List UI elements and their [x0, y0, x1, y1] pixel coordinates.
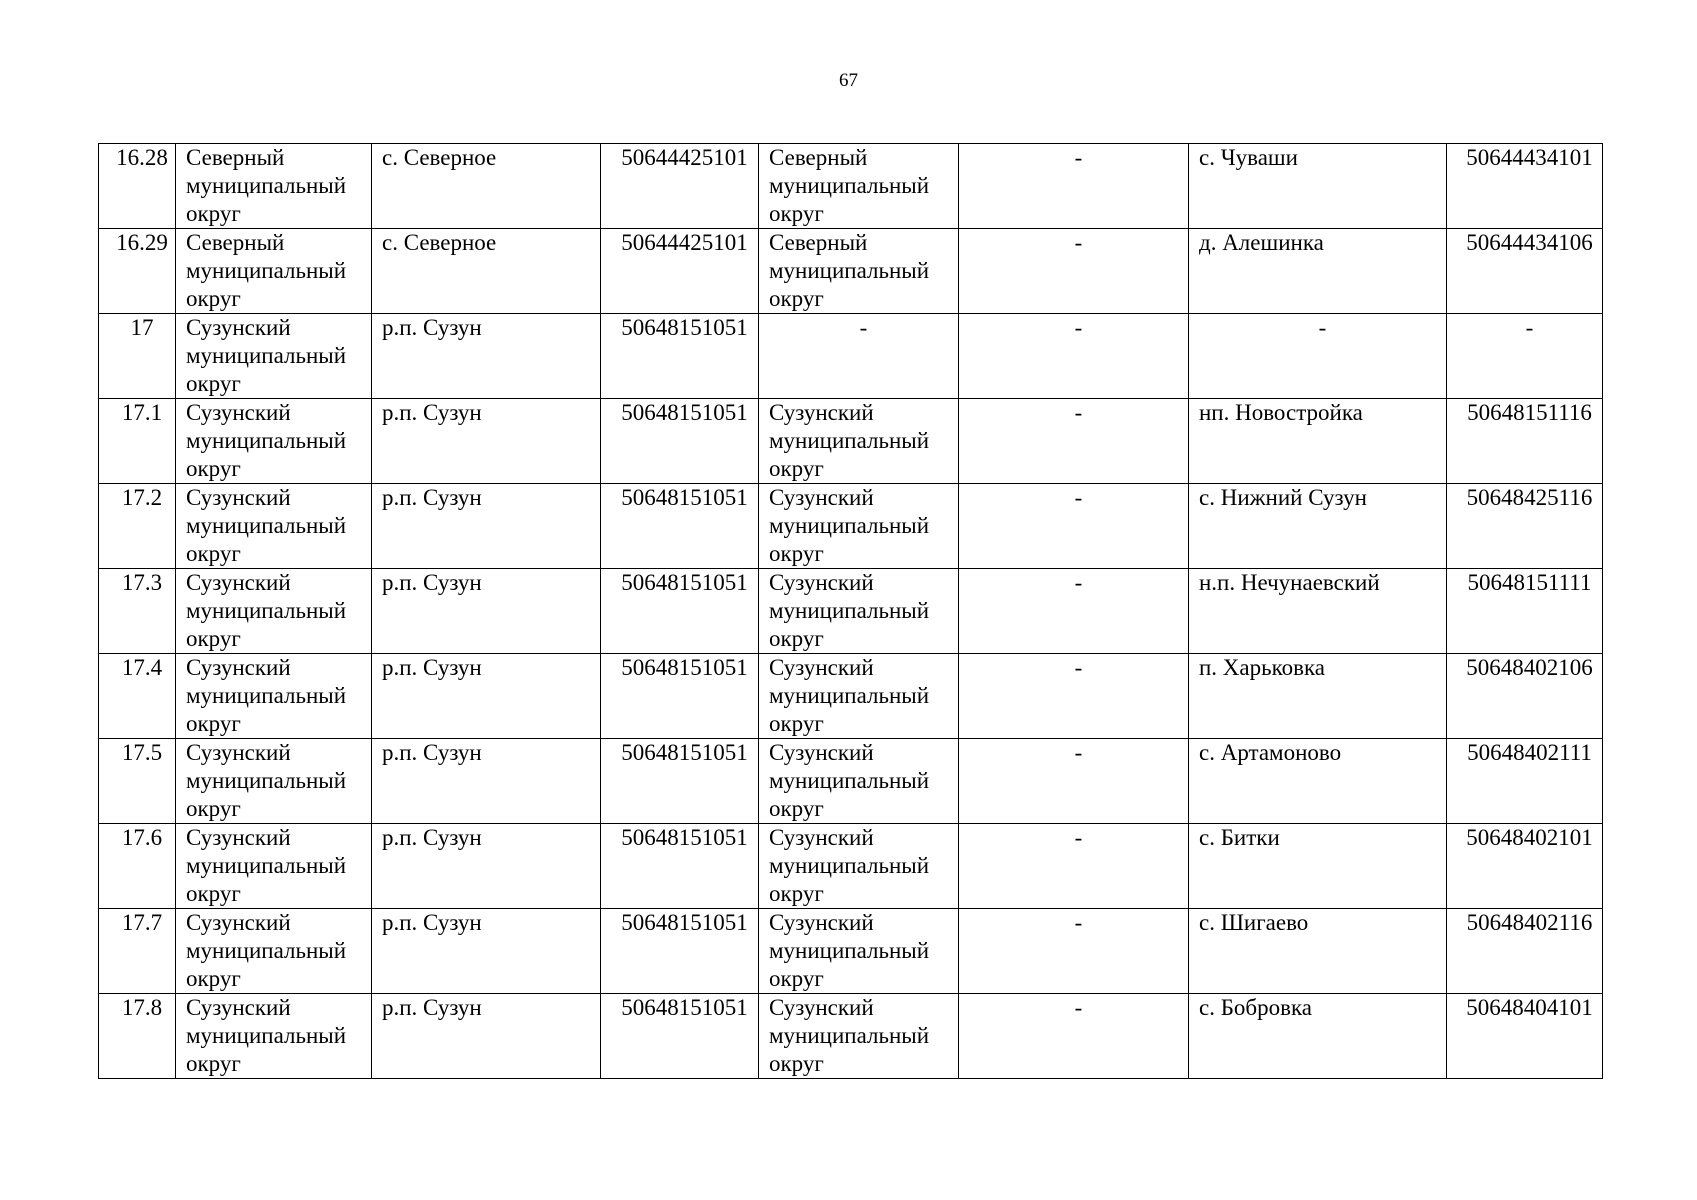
- admin-center-cell: р.п. Сузун: [372, 399, 601, 484]
- district-cell-line: Сузунский: [186, 400, 291, 425]
- table-row: [99, 569, 1603, 654]
- district-cell-line: Северный: [186, 230, 285, 255]
- district-cell-line: округ: [186, 1051, 241, 1076]
- empty-dash-cell: -: [959, 484, 1189, 569]
- oktmo-code-cell: 50648151051: [601, 739, 759, 824]
- district-cell-line: Сузунский: [186, 910, 291, 935]
- admin-center-cell: р.п. Сузун: [372, 994, 601, 1079]
- empty-dash-cell: -: [959, 994, 1189, 1079]
- row-number-cell: 17.4: [99, 654, 176, 739]
- district-cell-line: муниципальный: [186, 683, 347, 708]
- district-cell-line: муниципальный: [186, 513, 347, 538]
- district-cell: [176, 484, 372, 569]
- target-district-cell-line: округ: [769, 966, 824, 991]
- row-number-cell: 17.7: [99, 909, 176, 994]
- district-cell-line: округ: [186, 371, 241, 396]
- target-district-cell-line: муниципальный: [769, 853, 930, 878]
- settlement-code-cell: 50648151111: [1447, 569, 1603, 654]
- district-cell-line: муниципальный: [186, 173, 347, 198]
- target-district-cell-line: Сузунский: [769, 910, 874, 935]
- settlement-cell: п. Харьковка: [1189, 654, 1447, 739]
- target-district-cell-line: округ: [769, 286, 824, 311]
- page-number: 67: [839, 70, 858, 91]
- settlement-cell: с. Шигаево: [1189, 909, 1447, 994]
- district-cell: [176, 314, 372, 399]
- table-row: [99, 654, 1603, 739]
- target-district-cell-line: -: [859, 315, 868, 340]
- district-cell-line: муниципальный: [186, 938, 347, 963]
- settlement-cell: нп. Новостройка: [1189, 399, 1447, 484]
- target-district-cell-line: округ: [769, 711, 824, 736]
- district-cell-line: Северный: [186, 145, 285, 170]
- row-number-cell: 17.5: [99, 739, 176, 824]
- target-district-cell: [759, 654, 959, 739]
- settlement-cell: с. Нижний Сузун: [1189, 484, 1447, 569]
- target-district-cell-line: Сузунский: [769, 825, 874, 850]
- district-cell-line: Сузунский: [186, 570, 291, 595]
- settlement-cell: с. Артамоново: [1189, 739, 1447, 824]
- target-district-cell-line: Северный: [769, 230, 868, 255]
- district-cell-line: округ: [186, 456, 241, 481]
- target-district-cell-line: округ: [769, 1051, 824, 1076]
- district-cell: [176, 994, 372, 1079]
- settlement-code-cell: -: [1447, 314, 1603, 399]
- oktmo-code-cell: 50644425101: [601, 229, 759, 314]
- district-cell: [176, 739, 372, 824]
- settlement-code-cell: 50648404101: [1447, 994, 1603, 1079]
- target-district-cell: [759, 229, 959, 314]
- district-cell-line: муниципальный: [186, 428, 347, 453]
- admin-center-cell: р.п. Сузун: [372, 484, 601, 569]
- district-cell-line: муниципальный: [186, 343, 347, 368]
- settlement-code-cell: 50648151116: [1447, 399, 1603, 484]
- target-district-cell: [759, 739, 959, 824]
- target-district-cell-line: Сузунский: [769, 995, 874, 1020]
- oktmo-code-cell: 50648151051: [601, 314, 759, 399]
- district-cell-line: округ: [186, 201, 241, 226]
- target-district-cell: [759, 399, 959, 484]
- district-cell-line: округ: [186, 711, 241, 736]
- empty-dash-cell: -: [959, 144, 1189, 229]
- table-row: [99, 739, 1603, 824]
- empty-dash-cell: -: [959, 399, 1189, 484]
- target-district-cell-line: муниципальный: [769, 938, 930, 963]
- oktmo-code-cell: 50648151051: [601, 569, 759, 654]
- target-district-cell-line: Сузунский: [769, 740, 874, 765]
- oktmo-code-cell: 50648151051: [601, 909, 759, 994]
- table-body: [99, 144, 1603, 1079]
- district-cell-line: муниципальный: [186, 598, 347, 623]
- target-district-cell-line: округ: [769, 881, 824, 906]
- admin-center-cell: с. Северное: [372, 144, 601, 229]
- target-district-cell-line: Сузунский: [769, 655, 874, 680]
- settlement-code-cell: 50648402116: [1447, 909, 1603, 994]
- target-district-cell-line: Сузунский: [769, 400, 874, 425]
- settlement-code-cell: 50648402106: [1447, 654, 1603, 739]
- row-number-cell: 17.6: [99, 824, 176, 909]
- target-district-cell: [759, 484, 959, 569]
- row-number-cell: 17.8: [99, 994, 176, 1079]
- target-district-cell-line: муниципальный: [769, 598, 930, 623]
- oktmo-code-cell: 50644425101: [601, 144, 759, 229]
- district-cell-line: муниципальный: [186, 1023, 347, 1048]
- district-cell-line: Сузунский: [186, 485, 291, 510]
- settlements-table: [98, 143, 1603, 1079]
- target-district-cell: [759, 824, 959, 909]
- target-district-cell-line: муниципальный: [769, 428, 930, 453]
- row-number-cell: 17.1: [99, 399, 176, 484]
- district-cell: [176, 144, 372, 229]
- district-cell-line: округ: [186, 541, 241, 566]
- empty-dash-cell: -: [959, 229, 1189, 314]
- target-district-cell-line: Сузунский: [769, 485, 874, 510]
- settlement-code-cell: 50644434101: [1447, 144, 1603, 229]
- row-number-cell: 17.3: [99, 569, 176, 654]
- target-district-cell-line: муниципальный: [769, 173, 930, 198]
- admin-center-cell: р.п. Сузун: [372, 739, 601, 824]
- settlement-code-cell: 50648425116: [1447, 484, 1603, 569]
- admin-center-cell: р.п. Сузун: [372, 909, 601, 994]
- target-district-cell-line: Сузунский: [769, 570, 874, 595]
- district-cell: [176, 399, 372, 484]
- target-district-cell-line: Северный: [769, 145, 868, 170]
- target-district-cell-line: округ: [769, 456, 824, 481]
- district-cell: [176, 229, 372, 314]
- empty-dash-cell: -: [959, 654, 1189, 739]
- target-district-cell-line: муниципальный: [769, 513, 930, 538]
- district-cell-line: округ: [186, 881, 241, 906]
- empty-dash-cell: -: [959, 824, 1189, 909]
- district-cell-line: муниципальный: [186, 768, 347, 793]
- table-row: [99, 994, 1603, 1079]
- district-cell-line: округ: [186, 796, 241, 821]
- row-number-cell: 17: [99, 314, 176, 399]
- settlement-code-cell: 50644434106: [1447, 229, 1603, 314]
- oktmo-code-cell: 50648151051: [601, 994, 759, 1079]
- target-district-cell-line: муниципальный: [769, 683, 930, 708]
- empty-dash-cell: -: [959, 569, 1189, 654]
- target-district-cell: [759, 144, 959, 229]
- district-cell-line: Сузунский: [186, 740, 291, 765]
- settlement-cell: д. Алешинка: [1189, 229, 1447, 314]
- oktmo-code-cell: 50648151051: [601, 824, 759, 909]
- target-district-cell-line: муниципальный: [769, 258, 930, 283]
- district-cell-line: муниципальный: [186, 853, 347, 878]
- target-district-cell-line: муниципальный: [769, 768, 930, 793]
- oktmo-code-cell: 50648151051: [601, 484, 759, 569]
- district-cell-line: округ: [186, 966, 241, 991]
- settlement-code-cell: 50648402111: [1447, 739, 1603, 824]
- admin-center-cell: р.п. Сузун: [372, 654, 601, 739]
- target-district-cell: [759, 314, 959, 399]
- row-number-cell: 16.28: [99, 144, 176, 229]
- district-cell-line: Сузунский: [186, 825, 291, 850]
- admin-center-cell: р.п. Сузун: [372, 824, 601, 909]
- table-row: [99, 824, 1603, 909]
- target-district-cell-line: муниципальный: [769, 1023, 930, 1048]
- row-number-cell: 17.2: [99, 484, 176, 569]
- district-cell-line: муниципальный: [186, 258, 347, 283]
- district-cell-line: округ: [186, 626, 241, 651]
- empty-dash-cell: -: [959, 909, 1189, 994]
- table-row: [99, 484, 1603, 569]
- settlement-cell: с. Бобровка: [1189, 994, 1447, 1079]
- settlement-code-cell: 50648402101: [1447, 824, 1603, 909]
- target-district-cell: [759, 909, 959, 994]
- table-row: [99, 909, 1603, 994]
- district-cell-line: Сузунский: [186, 995, 291, 1020]
- table-row: [99, 144, 1603, 229]
- settlement-cell: н.п. Нечунаевский: [1189, 569, 1447, 654]
- settlement-cell: с. Чуваши: [1189, 144, 1447, 229]
- district-cell-line: Сузунский: [186, 655, 291, 680]
- empty-dash-cell: -: [959, 739, 1189, 824]
- settlement-cell: -: [1189, 314, 1447, 399]
- district-cell: [176, 654, 372, 739]
- target-district-cell-line: округ: [769, 201, 824, 226]
- admin-center-cell: р.п. Сузун: [372, 569, 601, 654]
- target-district-cell-line: округ: [769, 796, 824, 821]
- row-number-cell: 16.29: [99, 229, 176, 314]
- district-cell: [176, 569, 372, 654]
- admin-center-cell: р.п. Сузун: [372, 314, 601, 399]
- target-district-cell: [759, 994, 959, 1079]
- district-cell: [176, 909, 372, 994]
- district-cell-line: Сузунский: [186, 315, 291, 340]
- table-row: [99, 399, 1603, 484]
- settlement-cell: с. Битки: [1189, 824, 1447, 909]
- empty-dash-cell: -: [959, 314, 1189, 399]
- table-row: [99, 314, 1603, 399]
- district-cell-line: округ: [186, 286, 241, 311]
- oktmo-code-cell: 50648151051: [601, 399, 759, 484]
- district-cell: [176, 824, 372, 909]
- table-row: [99, 229, 1603, 314]
- target-district-cell-line: округ: [769, 626, 824, 651]
- target-district-cell-line: округ: [769, 541, 824, 566]
- oktmo-code-cell: 50648151051: [601, 654, 759, 739]
- target-district-cell: [759, 569, 959, 654]
- admin-center-cell: с. Северное: [372, 229, 601, 314]
